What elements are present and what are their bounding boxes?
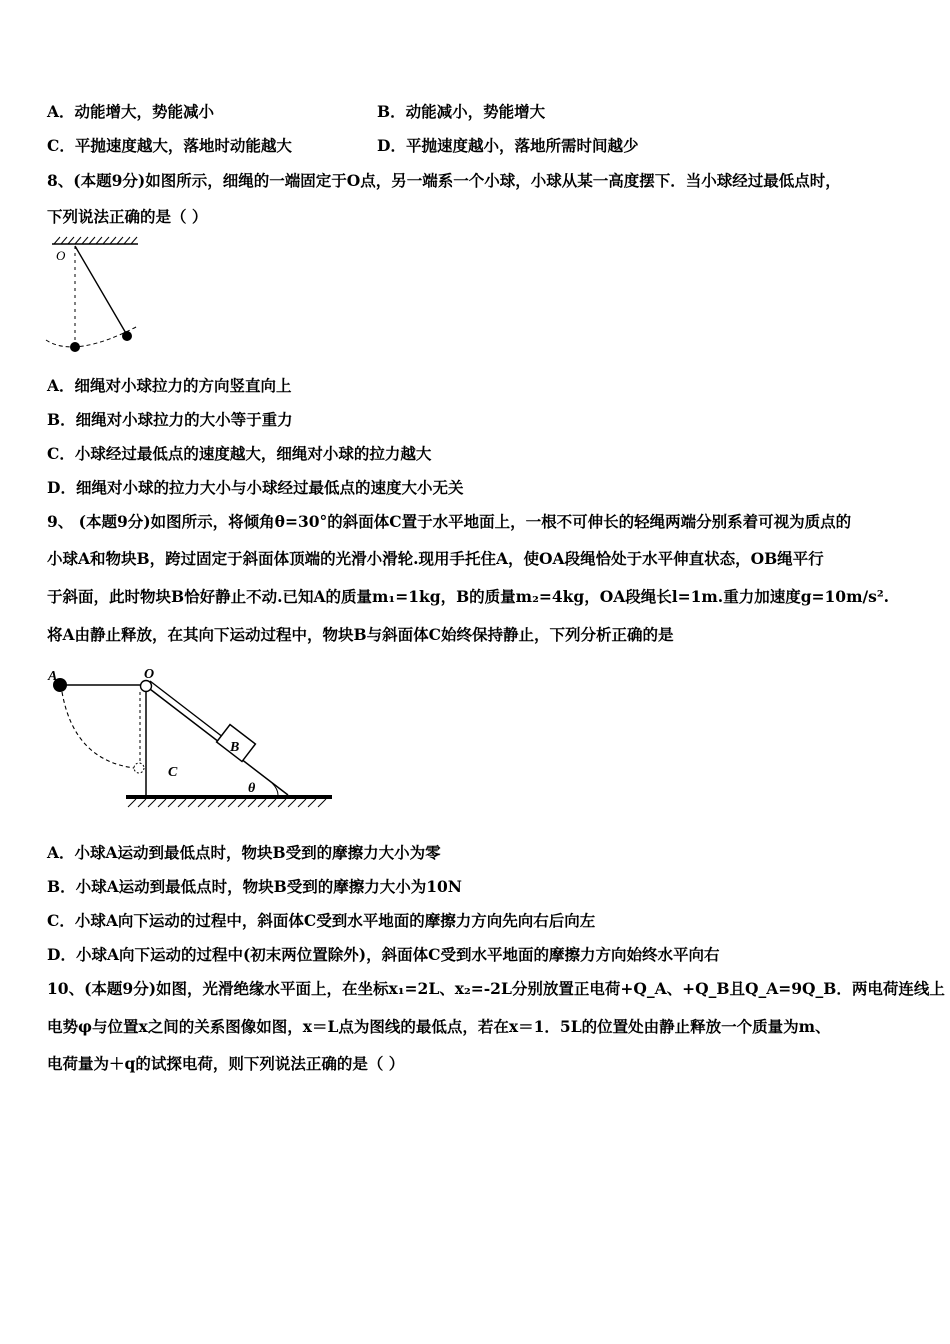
q9-option-a: A．小球A运动到最低点时，物块B受到的摩擦力大小为零: [47, 843, 441, 862]
q8-stem-line-1: 8、(本题9分)如图所示，细绳的一端固定于O点，另一端系一个小球，小球从某一高度摆下．当小球经过最低点时，: [47, 171, 841, 190]
rope-ob: [150, 681, 228, 741]
q9-option-d: D．小球A向下运动的过程中(初末两位置除外)，斜面体C受到水平地面的摩擦力方向始终水平向右: [47, 945, 720, 964]
lowest-point-ball: [70, 342, 80, 352]
q10-stem-line-2: 电势φ与位置x之间的关系图像如图，x＝L点为图线的最低点，若在x＝1．5L的位置处由静止释放一个质量为m、: [47, 1017, 831, 1036]
pendulum-string: [75, 246, 127, 335]
q7-option-d: D．平抛速度越小，落地所需时间越少: [377, 136, 639, 155]
q8-option-a: A．细绳对小球拉力的方向竖直向上: [47, 376, 292, 395]
incline-figure: [42, 664, 338, 812]
label-o: O: [56, 248, 66, 263]
q9-stem-line-2: 小球A和物块B，跨过固定于斜面体顶端的光滑小滑轮.现用手托住A，使OA段绳恰处于水平伸直状态，OB绳平行: [47, 549, 824, 568]
pendulum-ball: [122, 331, 132, 341]
label-a: A: [48, 669, 58, 684]
swing-path: [62, 692, 134, 768]
pulley: [141, 681, 152, 692]
q9-stem-line-1: 9、 (本题9分)如图所示，将倾角θ=30°的斜面体C置于水平地面上，一根不可伸长的轻绳两端分别系着可视为质点的: [47, 512, 852, 531]
q7-option-b: B．动能减小，势能增大: [377, 102, 546, 121]
q10-stem-line-3: 电荷量为＋q的试探电荷，则下列说法正确的是（ ）: [47, 1054, 405, 1073]
ground: [126, 795, 332, 799]
label-theta: θ: [248, 781, 256, 796]
q7-option-c: C．平抛速度越大，落地时动能越大: [47, 136, 292, 155]
q9-option-c: C．小球A向下运动的过程中，斜面体C受到水平地面的摩擦力方向先向右后向左: [47, 911, 596, 930]
ground-hatch: [128, 799, 326, 807]
q9-stem-line-4: 将A由静止释放，在其向下运动过程中，物块B与斜面体C始终保持静止，下列分析正确的是: [47, 625, 674, 644]
q9-stem-line-3: 于斜面，此时物块B恰好静止不动.已知A的质量m₁=1kg，B的质量m₂=4kg，OA段绳长l=1m.重力加速度g=10m/s².: [47, 587, 890, 606]
ceiling-hatch: [54, 237, 137, 244]
q9-option-b: B．小球A运动到最低点时，物块B受到的摩擦力大小为10N: [47, 877, 462, 896]
q8-option-d: D．细绳对小球的拉力大小与小球经过最低点的速度大小无关: [47, 478, 464, 497]
pendulum-figure: [42, 234, 146, 358]
q8-option-c: C．小球经过最低点的速度越大，细绳对小球的拉力越大: [47, 444, 432, 463]
q8-stem-line-2: 下列说法正确的是（ ）: [47, 207, 208, 226]
q10-stem-line-1: 10、(本题9分)如图，光滑绝缘水平面上，在坐标x₁=2L、x₂=-2L分别放置正电荷+Q_A、+Q_B且Q_A=9Q_B．两电荷连线上: [47, 979, 945, 998]
ball-lowest-position: [134, 763, 144, 773]
label-c: C: [168, 765, 178, 780]
q7-option-a: A．动能增大，势能减小: [47, 102, 215, 121]
label-o: O: [144, 667, 155, 682]
q8-option-b: B．细绳对小球拉力的大小等于重力: [47, 410, 293, 429]
label-b: B: [230, 740, 240, 755]
